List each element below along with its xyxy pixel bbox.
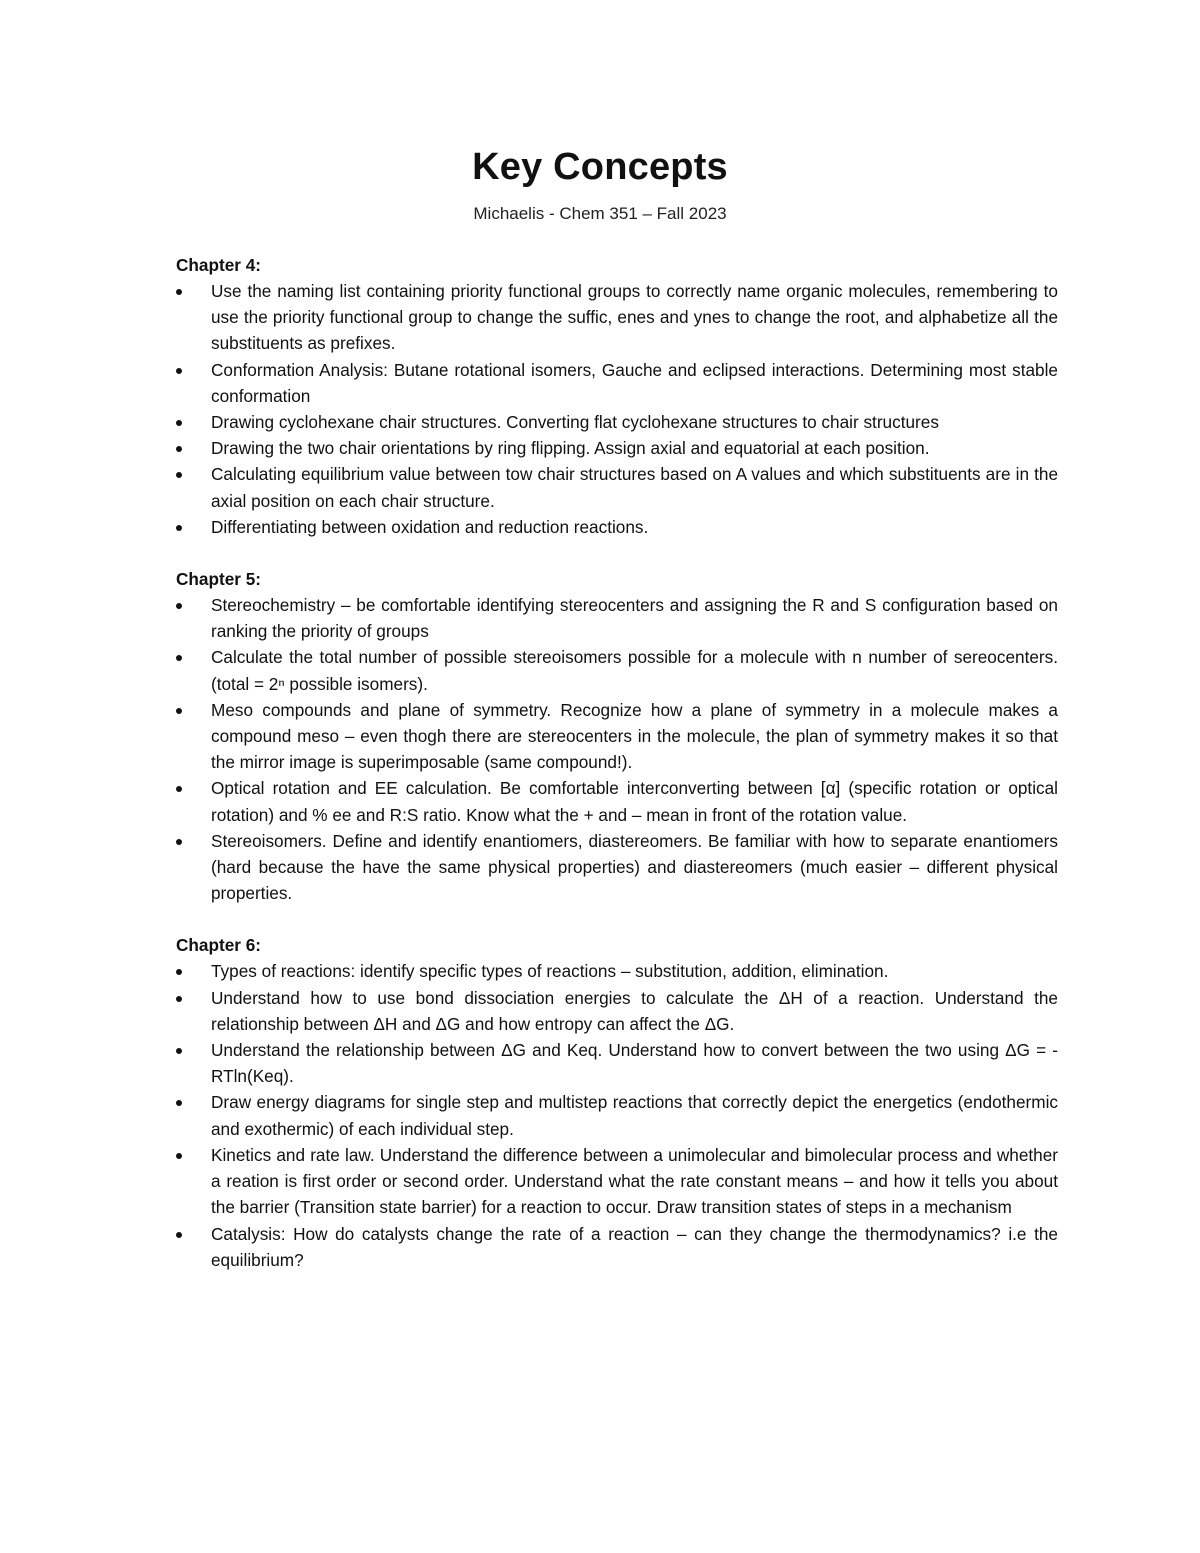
list-item	[176, 357, 1058, 409]
page-title: Key Concepts	[472, 146, 728, 188]
bullet-icon	[176, 1100, 182, 1106]
list-item-text: Catalysis: How do catalysts change the rate of a reaction – can they change the thermodynamics? i.e the equilibrium?	[211, 1223, 1058, 1270]
list-item	[176, 697, 1058, 776]
list-item-text: Drawing the two chair orientations by ring flipping. Assign axial and equatorial at each position.	[211, 438, 930, 459]
list-item	[176, 409, 1058, 435]
chapter-6-section	[176, 932, 1058, 1272]
chapter-4-section	[176, 252, 1058, 540]
list-item	[176, 592, 1058, 644]
chapter-heading: Chapter 4:	[176, 255, 261, 275]
list-item	[176, 1037, 1058, 1089]
list-item-text: Drawing cyclohexane chair structures. Converting flat cyclohexane structures to chair structures	[211, 412, 939, 433]
list-item	[176, 775, 1058, 827]
list-item	[176, 644, 1058, 696]
list-item	[176, 958, 1058, 984]
chapter-heading: Chapter 6:	[176, 935, 261, 956]
list-item-text: Kinetics and rate law. Understand the difference between a unimolecular and bimolecular process and whether a reation is first order or second order. Understand what the rate constant means – and how it tells you about the barrier (Transition state barrier) for a reaction to occur. Draw transition states of steps in a mechanism	[211, 1144, 1058, 1218]
bullet-icon	[176, 603, 182, 609]
bullet-icon	[176, 839, 182, 845]
bullet-icon	[176, 289, 182, 295]
list-item-text: Optical rotation and EE calculation. Be comfortable interconverting between [α] (specific rotation or optical rotation) and % ee and R:S ratio. Know what the + and – mean in front of the rotation value.	[211, 778, 1058, 825]
bullet-list	[176, 278, 1058, 540]
bullet-icon	[176, 420, 182, 426]
list-item-text: Differentiating between oxidation and reduction reactions.	[211, 516, 649, 537]
list-item	[176, 514, 1058, 540]
chapter-heading: Chapter 5:	[176, 569, 261, 590]
bullet-icon	[176, 1048, 182, 1054]
bullet-icon	[176, 655, 182, 661]
list-item-text: Types of reactions: identify specific types of reactions – substitution, addition, elimination.	[211, 961, 889, 982]
list-item-text: Draw energy diagrams for single step and multistep reactions that correctly depict the energetics (endothermic and exothermic) of each individual step.	[211, 1092, 1058, 1139]
bullet-list	[176, 592, 1058, 906]
list-item-text: Calculate the total number of possible stereoisomers possible for a molecule with n number of sereocenters. (total = 2ⁿ possible isomers).	[211, 647, 1058, 694]
bullet-icon	[176, 708, 182, 714]
bullet-icon	[176, 368, 182, 374]
list-item-text: Understand how to use bond dissociation energies to calculate the ΔH of a reaction. Understand the relationship between ΔH and ΔG and how entropy can affect the ΔG.	[211, 987, 1058, 1034]
bullet-icon	[176, 969, 182, 975]
list-item-text: Understand the relationship between ΔG and Keq. Understand how to convert between the two using ΔG = -RTln(Keq).	[211, 1040, 1058, 1087]
bullet-icon	[176, 786, 182, 792]
list-item	[176, 1221, 1058, 1273]
list-item	[176, 1142, 1058, 1221]
list-item-text: Calculating equilibrium value between tow chair structures based on A values and which substituents are in the axial position on each chair structure.	[211, 464, 1058, 511]
bullet-icon	[176, 525, 182, 531]
list-item-text: Stereoisomers. Define and identify enantiomers, diastereomers. Be familiar with how to separate enantiomers (hard because the have the same physical properties) and diastereomers (much easier – different physical properties.	[211, 830, 1058, 904]
page-subtitle: Michaelis - Chem 351 – Fall 2023	[473, 204, 727, 223]
list-item	[176, 435, 1058, 461]
list-item-text: Meso compounds and plane of symmetry. Recognize how a plane of symmetry in a molecule makes a compound meso – even thogh there are stereocenters in the molecule, the plan of symmetry makes it so that the mirror image is superimposable (same compound!).	[211, 699, 1058, 773]
list-item-text: Stereochemistry – be comfortable identifying stereocenters and assigning the R and S configuration based on ranking the priority of groups	[211, 595, 1058, 642]
list-item-text: Conformation Analysis: Butane rotational isomers, Gauche and eclipsed interactions. Determining most stable conformation	[211, 359, 1058, 406]
list-item	[176, 278, 1058, 357]
bullet-icon	[176, 1232, 182, 1238]
bullet-icon	[176, 446, 182, 452]
bullet-icon	[176, 1153, 182, 1159]
bullet-icon	[176, 996, 182, 1002]
list-item	[176, 461, 1058, 513]
bullet-icon	[176, 472, 182, 478]
list-item	[176, 828, 1058, 907]
document-body	[176, 252, 1058, 1299]
bullet-list	[176, 958, 1058, 1272]
list-item-text: Use the naming list containing priority functional groups to correctly name organic molecules, remembering to use the priority functional group to change the suffic, enes and ynes to change the root, and alphabetize all the substituents as prefixes.	[211, 281, 1058, 354]
chapter-5-section	[176, 566, 1058, 906]
list-item	[176, 985, 1058, 1037]
list-item	[176, 1089, 1058, 1141]
